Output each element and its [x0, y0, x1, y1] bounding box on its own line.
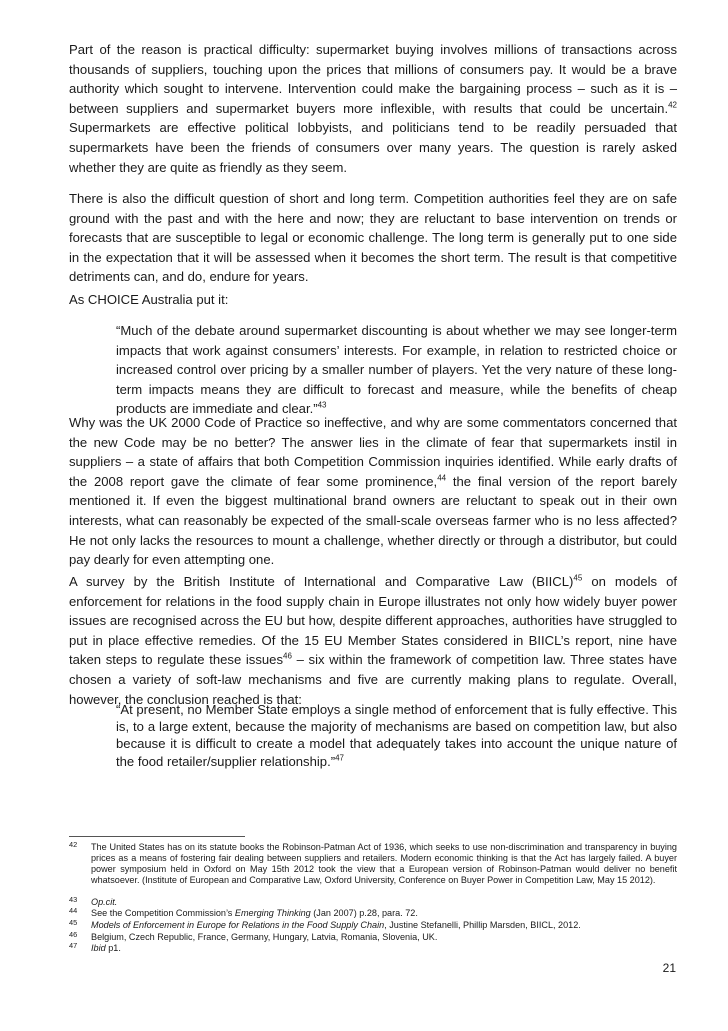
- paragraph-short-long-term: There is also the difficult question of short and long term. Competition authorities feel they are on safe ground with the past and with the here and now; they are reluctant to base intervention on trends or forecasts that are susceptible to legal or economic challenge. The long term is generally put to one side in the expectation that it will be assessed when it becomes the short term. The result is that competitive detriments can, and do, endure for years.: [69, 191, 677, 285]
- footnote-number: 45: [69, 918, 78, 927]
- footnote-text: See the Competition Commission’s Emerging Thinking (Jan 2007) p.28, para. 72.: [91, 908, 418, 918]
- paragraph-code-of-practice: Why was the UK 2000 Code of Practice so ineffective, and why are some commentators concerned that the new Code may be no better? The answer lies in the climate of fear that supermarkets instil in suppliers – a state of affairs that both Competition Commission inquiries identified. While early drafts of the 2008 report gave the climate of fear some prominence,$^{44}$ the final version of the report barely mentioned it. If even the biggest multinational brand owners are reluctant to speak out in their own interests, what can reasonably be expected of the small-scale overseas farmer who is no less affected? He not only lacks the resources to mount a challenge, whether directly or through a distributor, but could pay dearly for even attempting one.: [69, 415, 678, 568]
- footnote-text: Belgium, Czech Republic, France, Germany, Hungary, Latvia, Romania, Slovenia, UK.: [91, 932, 438, 942]
- footnote-number: 47: [69, 941, 78, 950]
- footnote-ref-45[interactable]: 45: [573, 573, 583, 583]
- footnote-text: Models of Enforcement in Europe for Relations in the Food Supply Chain, Justine Stefanelli, Phillip Marsden, BIICL, 2012.: [91, 920, 581, 930]
- footnote-ref-44[interactable]: 44: [437, 473, 447, 483]
- footnote-text: Op.cit.: [91, 897, 118, 907]
- footnote-ref-43[interactable]: 43: [317, 401, 327, 411]
- footnote-number: 44: [69, 906, 78, 915]
- paragraph-choice-intro: As CHOICE Australia put it:: [69, 292, 229, 307]
- footnote-ref-42[interactable]: 42: [668, 100, 677, 110]
- footnote-separator: [69, 836, 245, 837]
- footnote-ref-47[interactable]: 47: [335, 753, 344, 763]
- paragraph-biicl-survey: A survey by the British Institute of International and Comparative Law (BIICL)$^{45}$ on models of enforcement for relations in the food supply chain in Europe illustrates not only how widely buyer power issues are recognised across the EU but how, despite different approaches, authorities have struggled to put in place effective remedies. Of the 15 EU Member States considered in BIICL’s report, nine have taken steps to regulate these issues$^{46}$ – six within the framework of competition law. Three states have chosen a variety of soft-law mechanisms and five are currently making plans to regulate. Overall, however, the conclusion reached is that:: [69, 573, 678, 707]
- footnote-number: 43: [69, 895, 78, 904]
- page-number: 21: [662, 961, 676, 975]
- quote-choice-australia: “Much of the debate around supermarket discounting is about whether we may see longer-term impacts that work against consumers’ interests. For example, in relation to restricted choice or increased control over pricing by a smaller number of players. Yet the very nature of these long-term impacts means they are difficult to forecast and measure, while the benefits of cheap products are immediate and clear.”$^{43}$: [116, 323, 677, 417]
- footnote-ref-46[interactable]: 46: [283, 652, 292, 662]
- footnote-text: Ibid p1.: [91, 943, 121, 953]
- footnote-number: 46: [69, 930, 78, 939]
- paragraph-practical-difficulty: Part of the reason is practical difficulty: supermarket buying involves millions of transactions across thousands of suppliers, touching upon the prices that millions of consumers pay. It would be a brave authority which sought to intervene. Intervention could make the bargaining process – such as it is – between suppliers and supermarket buyers more inflexible, with results that could be uncertain.$^{42}$ Supermarkets are effective political lobbyists, and politicians tend to be readily persuaded that supermarkets have been the friends of consumers over many years. The question is rarely asked whether they are quite as friendly as they seem.: [69, 42, 677, 175]
- quote-biicl-conclusion: “At present, no Member State employs a single method of enforcement that is fully effective. This is, to a large extent, because the majority of mechanisms are based on competition law, but also because it is difficult to create a model that adequately takes into account the unique nature of the food retailer/supplier relationship.”$^{47}$: [116, 702, 677, 769]
- footnote-text: The United States has on its statute books the Robinson-Patman Act of 1936, which seeks to use non-discrimination and transparency in buying prices as a means of fostering fair dealing between suppliers and retailers. Modern economic thinking is that the Act has largely failed. A buyer power symposium held in Oxford on May 15th 2012 took the view that a European version of Robinson-Patman would deliver no benefit whatsoever. (Institute of European and Comparative Law, Oxford University, Conference on Buyer Power in Competition Law, May 15 2012).: [91, 842, 677, 885]
- footnote-number: 42: [69, 840, 78, 849]
